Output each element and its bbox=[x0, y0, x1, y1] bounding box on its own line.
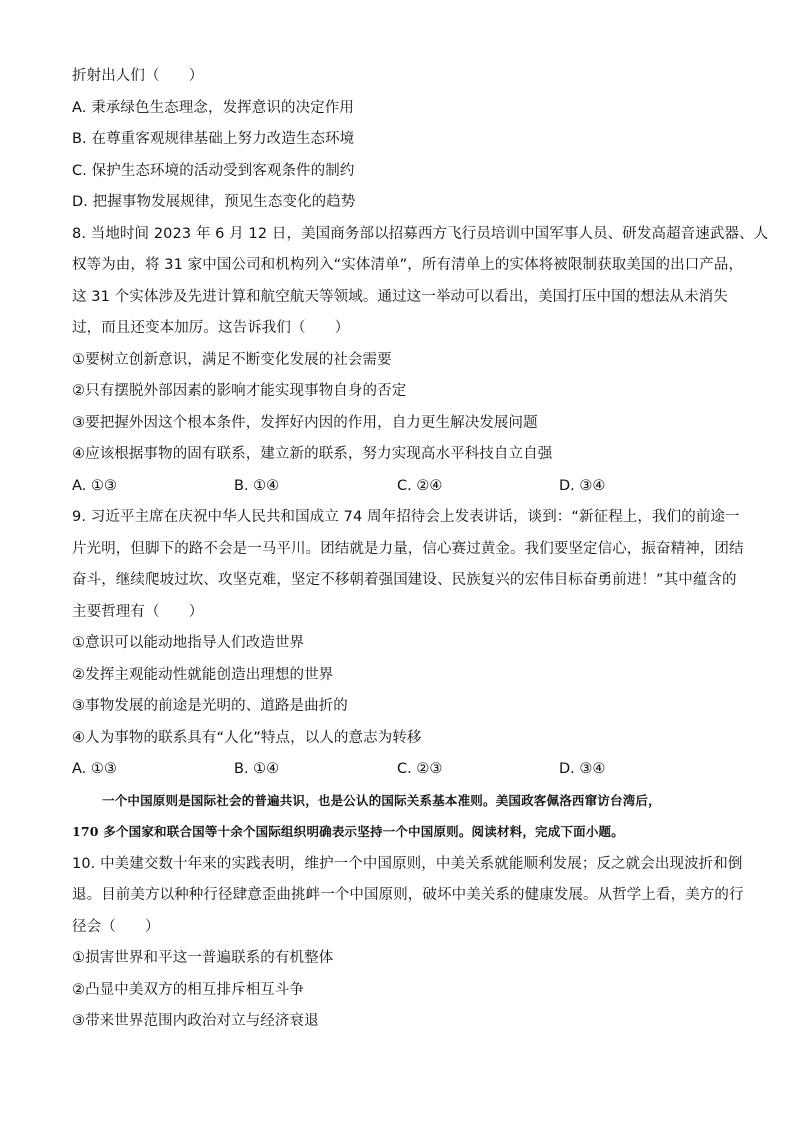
q8-choice-a: A. ①③ bbox=[72, 478, 117, 494]
q8-statement-4: ④应该根据事物的固有联系，建立新的联系，努力实现高水平科技自立自强 bbox=[72, 446, 553, 462]
q9-choice-b: B. ①④ bbox=[234, 761, 280, 777]
q9-choice-c: C. ②③ bbox=[397, 761, 443, 777]
q9-statement-2: ②发挥主观能动性就能创造出理想的世界 bbox=[72, 667, 334, 683]
q8-choice-d: D. ③④ bbox=[559, 478, 606, 494]
material-line-2: 170 多个国家和联合国等十余个国际组织明确表示坚持一个中国原则。阅读材料，完成下面小题。 bbox=[72, 824, 624, 839]
q8-choice-c: C. ②④ bbox=[397, 478, 443, 494]
q8-statement-3: ③要把握外因这个根本条件，发挥好内因的作用，自力更生解决发展问题 bbox=[72, 415, 538, 431]
q9-stem-line-1: 9. 习近平主席在庆祝中华人民共和国成立 74 周年招待会上发表讲话，谈到：“新征程上，我们的前途一 bbox=[72, 509, 740, 525]
q7-option-c: C. 保护生态环境的活动受到客观条件的制约 bbox=[72, 163, 355, 179]
q9-stem-line-2: 片光明，但脚下的路不会是一马平川。团结就是力量，信心赛过黄金。我们要坚定信心，振奋精神，团结 bbox=[72, 541, 744, 557]
q10-statement-2: ②凸显中美双方的相互排斥相互斗争 bbox=[72, 982, 305, 998]
q8-statement-2: ②只有摆脱外部因素的影响才能实现事物自身的否定 bbox=[72, 383, 407, 399]
q8-choice-b: B. ①④ bbox=[234, 478, 280, 494]
q9-statement-1: ①意识可以能动地指导人们改造世界 bbox=[72, 635, 305, 651]
q7-option-d: D. 把握事物发展规律，预见生态变化的趋势 bbox=[72, 194, 356, 210]
q9-statement-4: ④人为事物的联系具有“人化”特点，以人的意志为转移 bbox=[72, 730, 422, 746]
q8-stem-line-1: 8. 当地时间 2023 年 6 月 12 日，美国商务部以招募西方飞行员培训中国军事人员、研发高超音速武器、人 bbox=[72, 226, 769, 242]
q7-option-b: B. 在尊重客观规律基础上努力改造生态环境 bbox=[72, 131, 355, 147]
material-line-1: 一个中国原则是国际社会的普遍共识，也是公认的国际关系基本准则。美国政客佩洛西窜访台湾后， bbox=[102, 793, 661, 808]
q9-stem-line-3: 奋斗，继续爬坡过坎、攻坚克难，坚定不移朝着强国建设、民族复兴的宏伟目标奋勇前进！”其中蕴含的 bbox=[72, 572, 737, 588]
q9-choice-a: A. ①③ bbox=[72, 761, 117, 777]
q7-stem-tail: 折射出人们（ ） bbox=[72, 68, 204, 84]
q10-stem-line-2: 退。目前美方以种种行径肆意歪曲挑衅一个中国原则，破坏中美关系的健康发展。从哲学上看，美方的行 bbox=[72, 887, 744, 903]
q9-choice-d: D. ③④ bbox=[559, 761, 606, 777]
q9-statement-3: ③事物发展的前途是光明的、道路是曲折的 bbox=[72, 698, 348, 714]
q8-stem-line-3: 这 31 个实体涉及先进计算和航空航天等领域。通过这一举动可以看出，美国打压中国的想法从未消失 bbox=[72, 289, 728, 305]
q9-stem-line-4: 主要哲理有（ ） bbox=[72, 604, 204, 620]
q10-statement-3: ③带来世界范围内政治对立与经济衰退 bbox=[72, 1013, 319, 1029]
q8-statement-1: ①要树立创新意识，满足不断变化发展的社会需要 bbox=[72, 352, 392, 368]
q10-statement-1: ①损害世界和平这一普遍联系的有机整体 bbox=[72, 950, 334, 966]
q7-option-a: A. 秉承绿色生态理念，发挥意识的决定作用 bbox=[72, 100, 354, 116]
q10-stem-line-1: 10. 中美建交数十年来的实践表明，维护一个中国原则，中美关系就能顺利发展；反之就会出现波折和倒 bbox=[72, 856, 743, 872]
q8-stem-line-2: 权等为由，将 31 家中国公司和机构列入“实体清单”，所有清单上的实体将被限制获取美国的出口产品， bbox=[72, 257, 744, 273]
q8-stem-line-4: 过，而且还变本加厉。这告诉我们（ ） bbox=[72, 320, 350, 336]
q10-stem-line-3: 径会（ ） bbox=[72, 919, 160, 935]
